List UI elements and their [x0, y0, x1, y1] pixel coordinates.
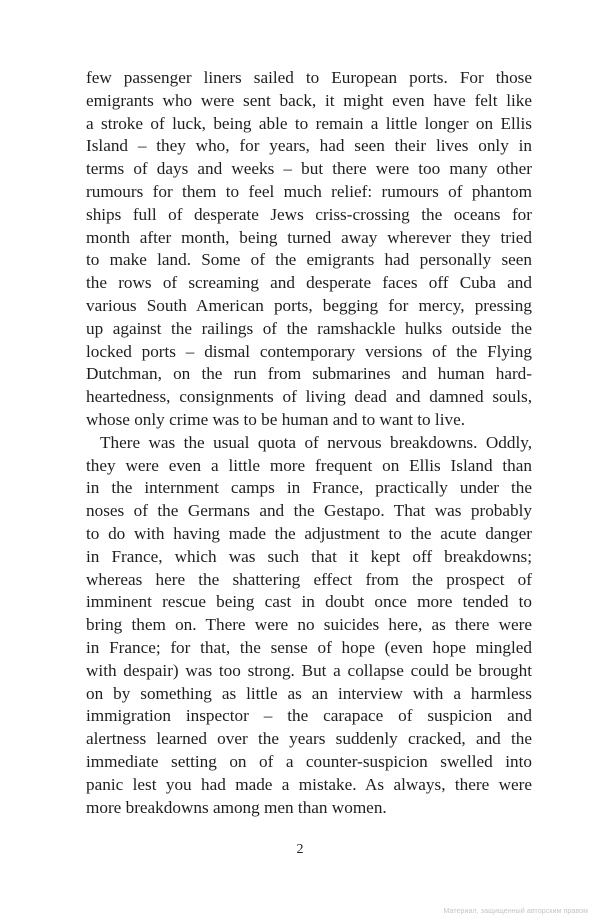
text-line: in France; for that, the sense of hope (even hope mingled — [86, 637, 532, 657]
text-line: to make land. Some of the emigrants had personally seen — [86, 250, 532, 270]
paragraph-1 — [86, 67, 532, 432]
page-number: 2 — [296, 842, 304, 857]
copyright-watermark: Материал, защищенный авторским правом — [443, 908, 588, 915]
text-line: whose only crime was to be human and to want to live. — [86, 409, 465, 429]
text-line: few passenger liners sailed to European ports. For those — [86, 68, 532, 87]
text-line: locked ports – dismal contemporary versions of the Flying — [86, 341, 532, 361]
text-line: immediate setting on of a counter-suspicion swelled into — [86, 751, 532, 771]
text-line: whereas here the shattering effect from the prospect of — [86, 569, 532, 589]
text-line: the rows of screaming and desperate faces off Cuba and — [86, 273, 532, 293]
text-line: more breakdowns among men than women. — [86, 797, 387, 817]
text-line: with despair) was too strong. But a collapse could be brought — [86, 660, 532, 680]
text-line: on by something as little as an interview with a harmless — [86, 683, 532, 703]
text-line: heartedness, consignments of living dead and damned souls, — [86, 387, 532, 407]
text-line: a stroke of luck, being able to remain a little longer on Ellis — [86, 113, 532, 133]
paragraph-2 — [86, 432, 532, 820]
text-line: imminent rescue being cast in doubt once more tended to — [86, 592, 532, 612]
text-line: panic lest you had made a mistake. As always, there were — [86, 774, 532, 794]
text-line: they were even a little more frequent on Ellis Island than — [86, 455, 532, 475]
text-line: ships full of desperate Jews criss-crossing the oceans for — [86, 204, 532, 224]
text-line: terms of days and weeks – but there were too many other — [86, 159, 532, 179]
text-line: in France, which was such that it kept off breakdowns; — [86, 546, 532, 566]
text-line: month after month, being turned away wherever they tried — [86, 227, 532, 247]
text-line: immigration inspector – the carapace of suspicion and — [86, 706, 532, 726]
body-text — [86, 67, 532, 819]
text-line: bring them on. There were no suicides here, as there were — [86, 615, 532, 635]
text-line: up against the railings of the ramshackle hulks outside the — [86, 318, 532, 338]
text-line: noses of the Germans and the Gestapo. That was probably — [86, 501, 532, 521]
text-line: Dutchman, on the run from submarines and human hard- — [86, 364, 532, 384]
text-line: in the internment camps in France, practically under the — [86, 478, 532, 498]
text-line: rumours for them to feel much relief: rumours of phantom — [86, 181, 532, 201]
text-line: alertness learned over the years suddenly cracked, and the — [86, 729, 532, 749]
text-line: various South American ports, begging for mercy, pressing — [86, 295, 532, 315]
text-line: to do with having made the adjustment to the acute danger — [86, 523, 532, 543]
text-line: emigrants who were sent back, it might even have felt like — [86, 90, 532, 110]
text-line: Island – they who, for years, had seen their lives only in — [86, 136, 532, 156]
text-line: There was the usual quota of nervous breakdowns. Oddly, — [100, 432, 532, 452]
